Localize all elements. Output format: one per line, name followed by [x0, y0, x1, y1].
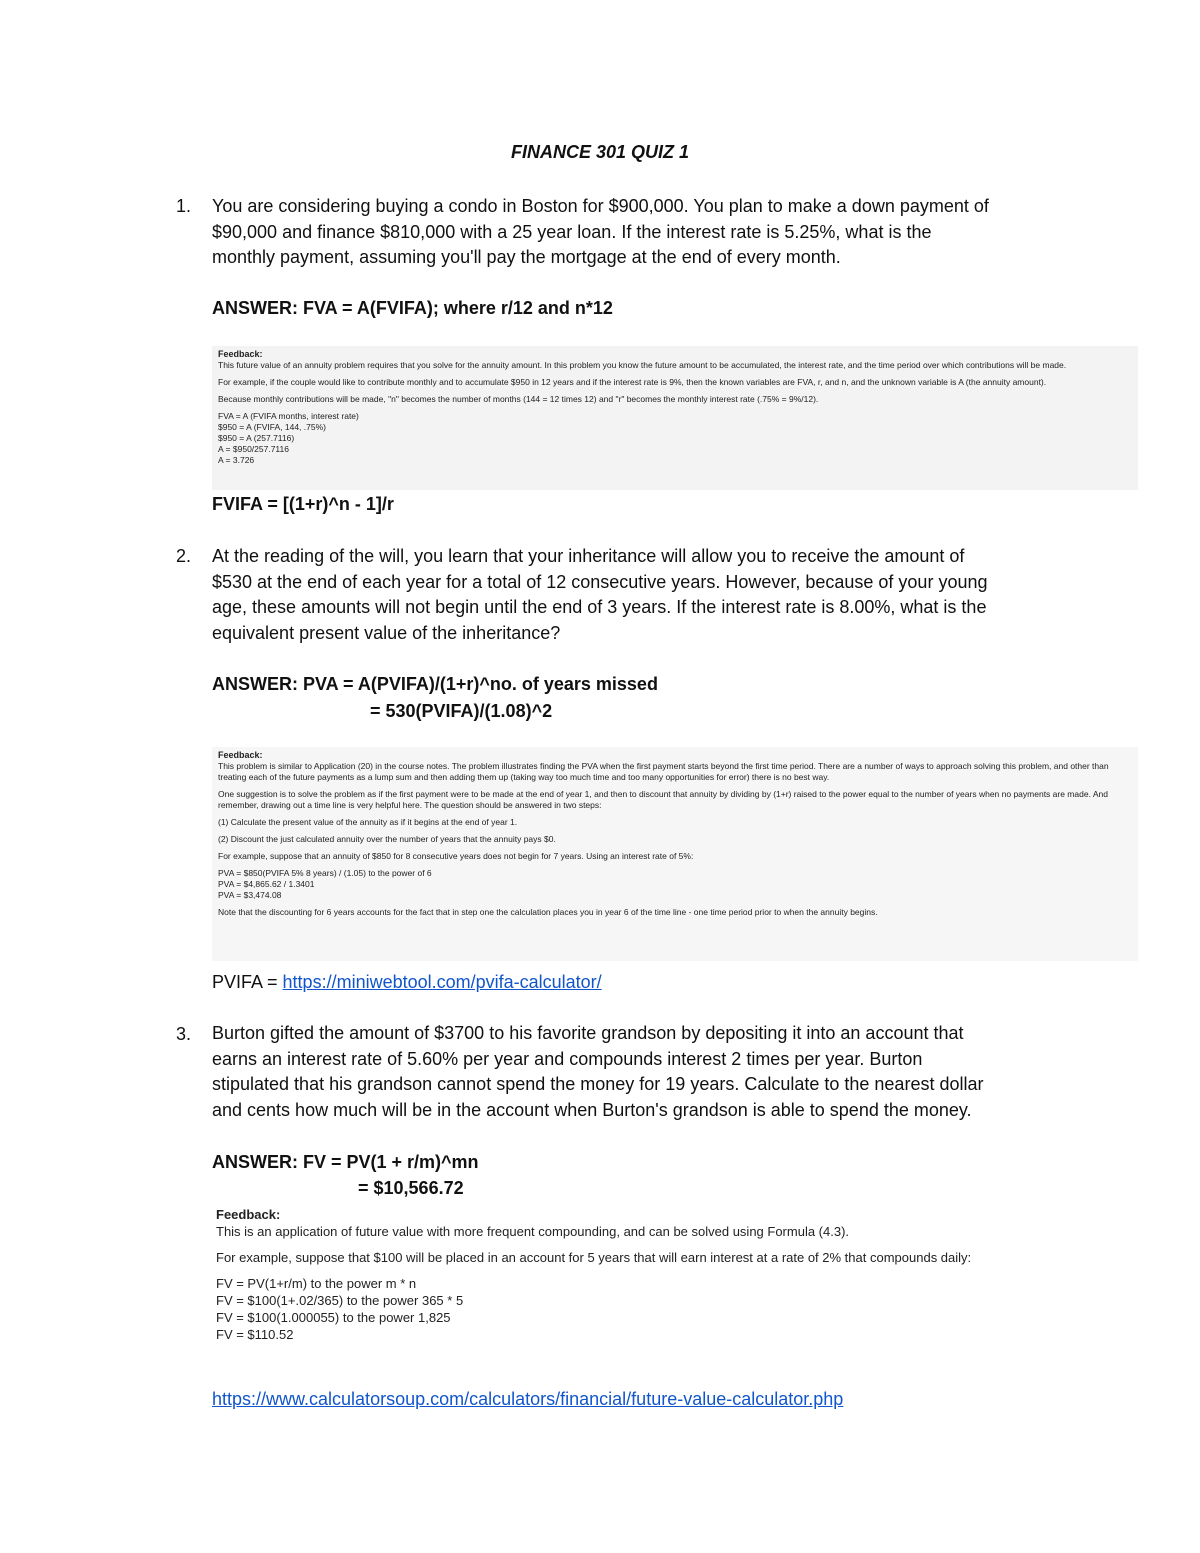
pvifa-label: PVIFA =: [212, 972, 283, 992]
feedback-paragraph: (2) Discount the just calculated annuity over the number of years that the annuity pays $0.: [218, 834, 556, 844]
pvifa-reference: [212, 972, 602, 993]
feedback-paragraph: For example, suppose that an annuity of $850 for 8 consecutive years does not begin for 7 years. Using an interest rate of 5%:: [218, 851, 694, 861]
feedback-paragraph: One suggestion is to solve the problem as if the first payment were to be made at the end of year 1, and then to discount that annuity by dividing by (1+r) raised to the power equal to the number of years when no payments are made. And remember, drawing out a time line is very helpful here. The question should be answered in two steps:: [218, 789, 1108, 810]
feedback-equation: PVA = $850(PVIFA 5% 8 years) / (1.05) to the power of 6: [218, 868, 432, 878]
question-2-text: [212, 544, 1092, 646]
feedback-heading: Feedback:: [218, 750, 263, 760]
feedback-heading: Feedback:: [216, 1207, 281, 1222]
question-3-line: and cents how much will be in the account when Burton's grandson is able to spend the money.: [212, 1099, 972, 1120]
question-2-feedback-image: [212, 747, 1138, 961]
pvifa-calculator-link[interactable]: https://miniwebtool.com/pvifa-calculator/: [282, 972, 602, 992]
future-value-calculator-link[interactable]: https://www.calculatorsoup.com/calculators/financial/future-value-calculator.php: [212, 1389, 844, 1409]
question-3-line: earns an interest rate of 5.60% per year and compounds interest 2 times per year. Burton: [212, 1048, 923, 1069]
fvifa-formula: FVIFA = [(1+r)^n - 1]/r: [212, 494, 394, 514]
question-1-feedback-image: [212, 346, 1138, 490]
feedback-equation: FVA = A (FVIFA months, interest rate): [218, 411, 359, 421]
feedback-paragraph: This future value of an annuity problem requires that you solve for the annuity amount. In this problem you know the future amount to be accumulated, the interest rate, and the time period over which contributions will be made.: [218, 360, 1067, 370]
feedback-paragraph: (1) Calculate the present value of the annuity as if it begins at the end of year 1.: [218, 817, 518, 827]
question-3-answer: ANSWER: FV = PV(1 + r/m)^mn: [212, 1152, 479, 1172]
question-1-text: [212, 194, 1092, 271]
feedback-equation: FV = $100(1+.02/365) to the power 365 * 5: [216, 1293, 464, 1308]
feedback-paragraph: This problem is similar to Application (20) in the course notes. The problem illustrates finding the PVA when the first payment starts beyond the first time period. There are a number of ways to approach solving this problem, and other than treating each of the future payments as a lump sum and then adding them up (taking way too much time and too many opportunities for error) there is no best way.: [218, 761, 1109, 782]
question-1-line: $90,000 and finance $810,000 with a 25 year loan. If the interest rate is 5.25%, what is the: [212, 221, 932, 242]
feedback-paragraph: Because monthly contributions will be made, "n" becomes the number of months (144 = 12 times 12) and "r" becomes the monthly interest rate (.75% = 9%/12).: [218, 394, 819, 404]
feedback-paragraph: This is an application of future value with more frequent compounding, and can be solved using Formula (4.3).: [216, 1224, 850, 1239]
question-2-line: $530 at the end of each year for a total of 12 consecutive years. However, because of your young: [212, 571, 988, 592]
question-2-answer: ANSWER: PVA = A(PVIFA)/(1+r)^no. of years missed: [212, 674, 658, 694]
question-2-number: 2.: [176, 546, 192, 566]
question-1-line: You are considering buying a condo in Boston for $900,000. You plan to make a down payment of: [212, 196, 989, 216]
question-2-answer-continued: = 530(PVIFA)/(1.08)^2: [370, 701, 553, 721]
feedback-equation: A = $950/257.7116: [218, 444, 289, 454]
feedback-equation: FV = PV(1+r/m) to the power m * n: [216, 1276, 417, 1291]
feedback-equation: FV = $110.52: [216, 1327, 294, 1342]
feedback-paragraph: For example, if the couple would like to contribute monthly and to accumulate $950 in 12 years and if the interest rate is 9%, then the known variables are FVA, r, and n, and the unknown variable is A (the annuity amount).: [218, 377, 1047, 387]
question-2-line: At the reading of the will, you learn that your inheritance will allow you to receive the amount of: [212, 546, 965, 566]
question-1-line: monthly payment, assuming you'll pay the mortgage at the end of every month.: [212, 247, 841, 267]
feedback-paragraph: For example, suppose that $100 will be placed in an account for 5 years that will earn interest at a rate of 2% that compounds daily:: [216, 1250, 972, 1265]
feedback-equation: $950 = A (FVIFA, 144, .75%): [218, 422, 326, 432]
question-3-line: stipulated that his grandson cannot spend the money for 19 years. Calculate to the nearest dollar: [212, 1074, 984, 1094]
question-1-number: 1.: [176, 196, 192, 216]
question-2-line: age, these amounts will not begin until the end of 3 years. If the interest rate is 8.00%, what is the: [212, 597, 987, 617]
feedback-equation: $950 = A (257.7116): [218, 433, 295, 443]
feedback-equation: PVA = $3,474.08: [218, 890, 282, 900]
question-3-number: 3.: [176, 1024, 192, 1044]
question-3-text: [212, 1021, 1092, 1123]
feedback-heading: Feedback:: [218, 349, 263, 359]
question-2-line: equivalent present value of the inheritance?: [212, 622, 561, 643]
feedback-equation: A = 3.726: [218, 455, 255, 465]
question-1-answer: ANSWER: FVA = A(FVIFA); where r/12 and n*12: [212, 298, 613, 318]
question-3-feedback-image: [216, 1206, 1126, 1366]
feedback-equation: FV = $100(1.000055) to the power 1,825: [216, 1310, 451, 1325]
feedback-equation: PVA = $4,865.62 / 1.3401: [218, 879, 315, 889]
question-3-line: Burton gifted the amount of $3700 to his favorite grandson by depositing it into an account that: [212, 1023, 964, 1043]
question-3-answer-continued: = $10,566.72: [358, 1178, 464, 1198]
feedback-closing: Note that the discounting for 6 years accounts for the fact that in step one the calculation places you in year 6 of the time line - one time period prior to when the annuity begins.: [218, 907, 878, 917]
page-title: FINANCE 301 QUIZ 1: [510, 142, 690, 162]
